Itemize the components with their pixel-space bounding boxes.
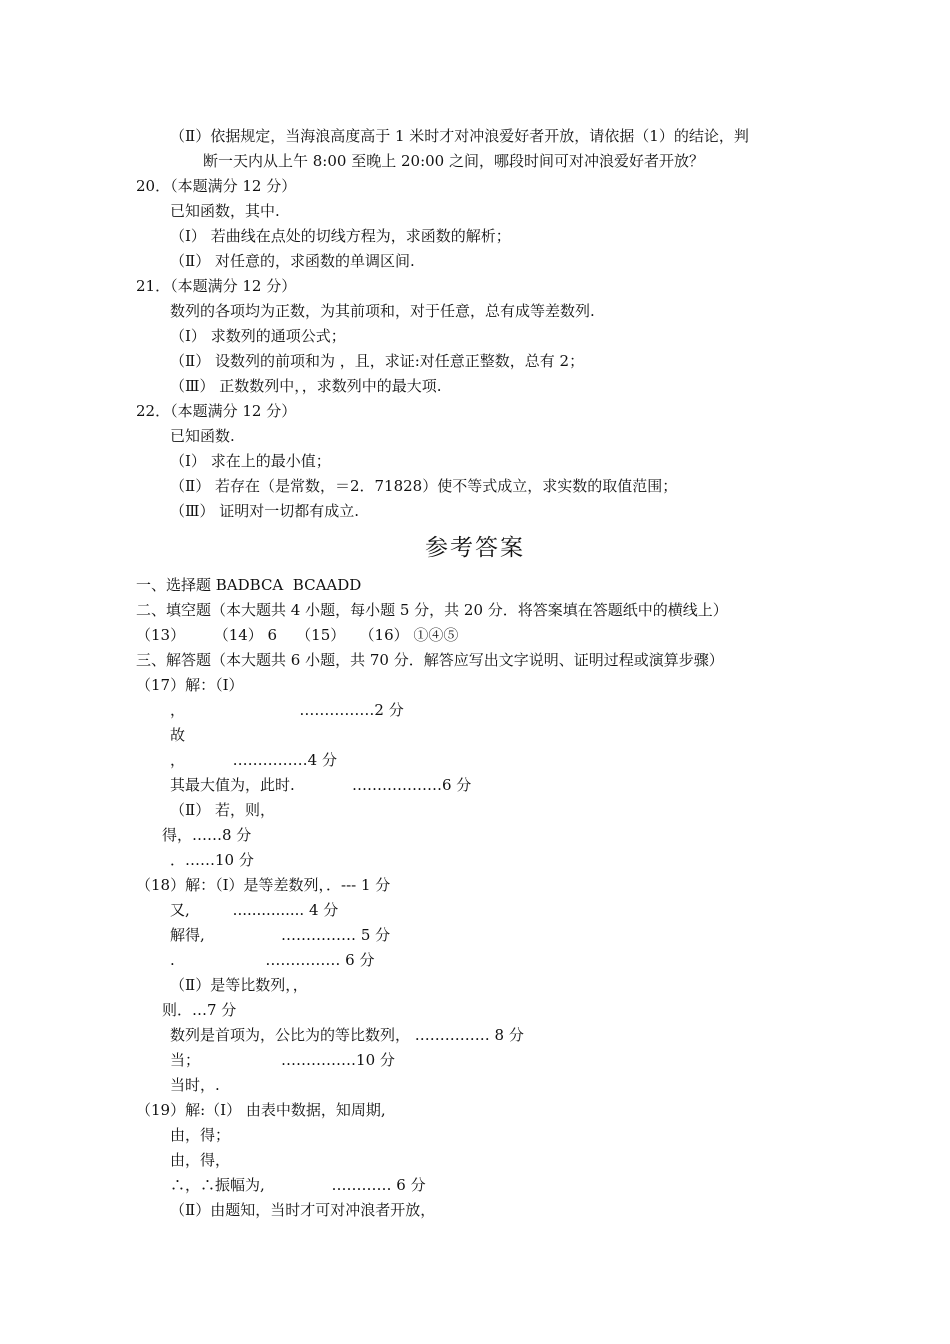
text-line: 断一天内从上午 8:00 至晚上 20:00 之间，哪段时间可对冲浪爱好者开放？ — [203, 152, 704, 170]
text-line: 当时，. — [170, 1076, 220, 1094]
text-line: （19）解:（Ⅰ） 由表中数据，知周期, — [136, 1101, 386, 1119]
section-heading: 二、填空题（本大题共 4 小题，每小题 5 分，共 20 分．将答案填在答题纸中的横线上） — [136, 601, 728, 619]
text-line: 故 — [170, 726, 186, 744]
text-line: ．……10 分 — [170, 851, 254, 869]
text-line: （Ⅱ） 若存在（是常数，＝2．71828）使不等式成立，求实数的取值范围； — [170, 477, 678, 495]
text-line: （Ⅲ） 证明对一切都有成立. — [170, 502, 360, 520]
text-line: 又, ............... 4 分 — [170, 901, 339, 919]
text-line: （Ⅱ）依据规定，当海浪高度高于 1 米时才对冲浪爱好者开放，请依据（1）的结论，判 — [170, 127, 749, 145]
text-line: （Ⅰ） 若曲线在点处的切线方程为，求函数的解析； — [170, 227, 511, 245]
text-line: （Ⅰ） 求数列的通项公式； — [170, 327, 346, 345]
text-line: 则．…7 分 — [162, 1001, 237, 1019]
question-heading: 20．（本题满分 12 分） — [136, 177, 297, 195]
text-line: 当； ……………10 分 — [170, 1051, 395, 1069]
text-line: （Ⅱ）是等比数列，， — [170, 976, 308, 994]
text-line: 已知函数，其中. — [170, 202, 280, 220]
section-heading: 一、选择题 BADBCA BCAADD — [136, 576, 362, 594]
text-line: （Ⅱ） 若，则， — [170, 801, 275, 819]
question-heading: 21．（本题满分 12 分） — [136, 277, 297, 295]
text-line: （Ⅱ） 设数列的前项和为 ，且，求证:对任意正整数，总有 2； — [170, 352, 585, 370]
text-line: （Ⅱ） 对任意的，求函数的单调区间. — [170, 252, 415, 270]
text-line: 数列是首项为，公比为的等比数列， …………… 8 分 — [170, 1026, 524, 1044]
text-line: . …………… 6 分 — [170, 951, 375, 969]
question-heading: 22．（本题满分 12 分） — [136, 402, 297, 420]
text-line: （18）解：（Ⅰ）是等差数列，．--- 1 分 — [136, 876, 391, 894]
text-line: （Ⅲ） 正数数列中，，求数列中的最大项. — [170, 377, 442, 395]
text-line: 其最大值为，此时. ………………6 分 — [170, 776, 472, 794]
answer-title: 参考答案 — [425, 535, 525, 561]
text-line: 得，……8 分 — [162, 826, 252, 844]
text-line: （Ⅰ） 求在上的最小值； — [170, 452, 331, 470]
section-heading: 三、解答题（本大题共 6 小题，共 70 分．解答应写出文字说明、证明过程或演算步骤） — [136, 651, 724, 669]
text-line: （Ⅱ）由题知，当时才可对冲浪者开放， — [170, 1201, 436, 1219]
text-line: 由，得， — [170, 1151, 231, 1169]
text-line: 解得, …………… 5 分 — [170, 926, 391, 944]
text-line: 由，得； — [170, 1126, 231, 1144]
text-line: ， ……………4 分 — [170, 751, 337, 769]
text-line: （13） （14） 6 （15） （16） ①④⑤ — [136, 626, 459, 644]
text-line: ∴，∴振幅为, ………… 6 分 — [170, 1176, 426, 1194]
text-line: （17）解：（Ⅰ） — [136, 676, 244, 694]
text-line: ， ……………2 分 — [170, 701, 404, 719]
text-line: 数列的各项均为正数，为其前项和，对于任意，总有成等差数列. — [170, 302, 595, 320]
text-line: 已知函数. — [170, 427, 235, 445]
